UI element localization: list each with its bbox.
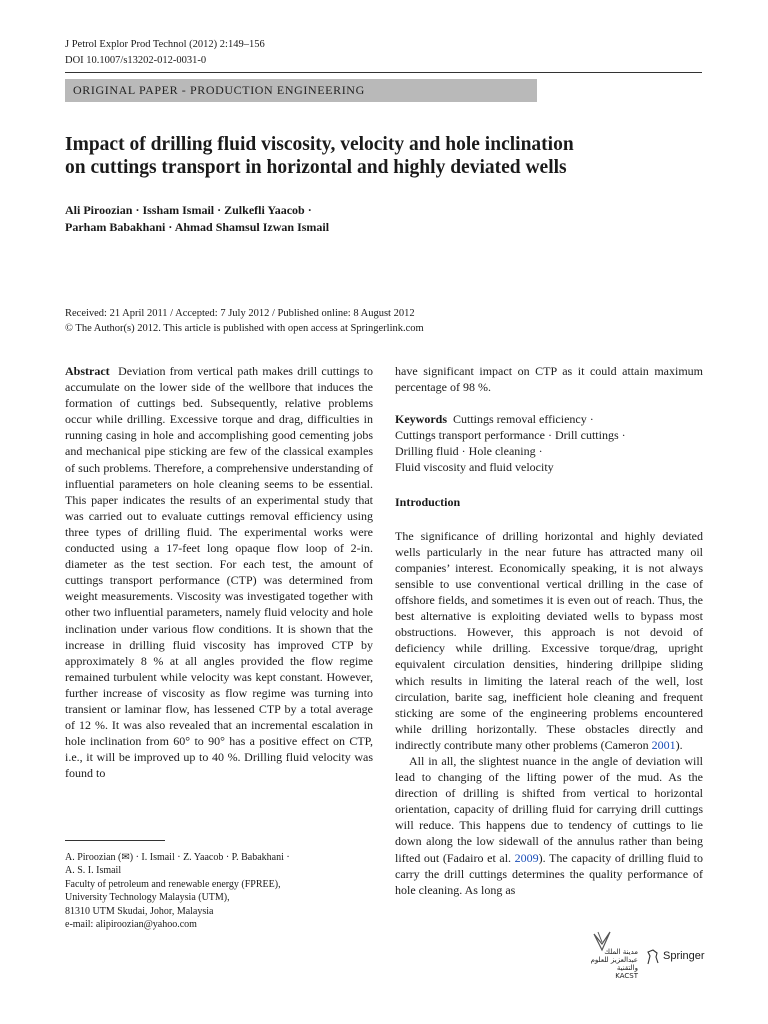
footnote-rule [65, 840, 165, 841]
author-affiliation [65, 851, 373, 931]
doi[interactable]: DOI 10.1007/s13202-012-0031-0 [65, 55, 207, 66]
journal-meta [65, 37, 265, 69]
section-heading-introduction: Introduction [395, 494, 461, 509]
authors-line: Parham Babakhani · Ahmad Shamsul Izwan Ismail [65, 220, 330, 234]
author-email[interactable]: e-mail: alipiroozian@yahoo.com [65, 919, 197, 931]
keyword-line: Cuttings removal efficiency · [453, 412, 594, 427]
keyword-line: Drilling fluid · Hole cleaning · [395, 444, 543, 459]
footnote-line: A. S. I. Ismail [65, 865, 122, 877]
citation-link[interactable]: 2009 [514, 850, 539, 865]
left-column [65, 363, 373, 781]
keywords-block [395, 411, 703, 475]
keyword-line: Fluid viscosity and fluid velocity [395, 460, 554, 475]
intro-p2-end: ). The capacity of drilling fluid to carry the drill cuttings determines the quality performance of hole cleaning. As long as [395, 850, 704, 897]
title-line: Impact of drilling fluid viscosity, velocity and hole inclination [65, 134, 574, 155]
journal-citation: J Petrol Explor Prod Technol (2012) 2:149–156 [65, 39, 265, 50]
article-category: ORIGINAL PAPER - PRODUCTION ENGINEERING [65, 79, 537, 102]
intro-p1-text: The significance of drilling horizontal and highly deviated wells particularly in the near future has attracted many oil companies’ interest. Economically speaking, it is not always sensible to use conventional vertical drilling in the case of offshore fields, and sometimes it is even out of reach. Thus, the best alternative is exploiting deviated wells to bypass most obstructions. However, this approach is not devoid of deficiency while drilling. Excessive torque/drag, upright equivalent circulation densities, hindering drillpipe sliding which results in limiting the lateral reach of the well, lost circulation, barite sag, inefficient hole cleaning and frequent sticking are some of the engineering problems encountered while drilling horizontally. These obstacles directly and indirectly contribute many other problems (Cameron [395, 528, 703, 752]
springer-name: Springer [663, 950, 705, 962]
footnote-line: Faculty of petroleum and renewable energy (FPREE), [65, 878, 281, 890]
footnote-line: A. Piroozian (✉) · I. Ismail · Z. Yaacob · P. Babakhani · [65, 852, 290, 863]
abstract-continuation: have significant impact on CTP as it could attain maximum percentage of 98 %. [395, 364, 703, 395]
keyword-line: Cuttings transport performance · Drill cuttings · [395, 428, 626, 443]
abstract-label: Abstract [65, 364, 110, 378]
footnote-line: 81310 UTM Skudai, Johor, Malaysia [65, 905, 214, 917]
springer-horse-icon [645, 948, 661, 966]
publisher-logos [586, 930, 705, 980]
intro-paragraph-2 [395, 753, 703, 898]
history-dates: Received: 21 April 2011 / Accepted: 7 July 2012 / Published online: 8 August 2012 [65, 308, 415, 319]
intro-p1-end: ). [675, 737, 683, 752]
paper-title [65, 133, 705, 179]
article-history [65, 306, 705, 336]
header-rule [65, 72, 702, 73]
title-line: on cuttings transport in horizontal and highly deviated wells [65, 157, 567, 178]
abstract-text: Deviation from vertical path makes drill cuttings to accumulate on the lower side of the wellbore that induces the formation of cuttings bed. Subsequently, relative problems occur while drilling. Excessive torque and drag, difficulties in running casing in hole and accomplishing good cementing jobs and mechanical pipe sticking are few of the classical examples of such problems. Therefore, a comprehensive understanding of influential parameters on hole cleaning seems to be essential. This paper indicates the results of an experimental study that was carried out to evaluate cuttings removal efficiency using three types of drilling fluid. The experimental works were conducted using a 17-feet long opaque flow loop of 2-in. diameter as the test section. For each test, the amount of cuttings transport performance (CTP) was determined from weight measurements. Viscosity was investigated together with other two influential parameters, namely fluid velocity and hole inclination under various flow conditions. It is shown that the increase in drilling fluid viscosity has improved CTP by approximately 8 % at all angles provided the flow regime remained turbulent while velocity was kept constant. However, further increase of viscosity as flow regime was turning into transient or laminar flow, has lessened CTP by a total average of 12 %. It was also revealed that an incremental escalation in hole inclination from 60° to 90° has a positive effect on CTP, i.e., it will be improved up to 40 %. Drilling fluid velocity was found to [65, 364, 373, 781]
authors-line: Ali Piroozian · Issham Ismail · Zulkefli Yaacob · [65, 203, 312, 217]
kacst-arabic: مدينة الملك عبدالعزيز للعلوم والتقنية [590, 948, 638, 972]
abstract [65, 363, 373, 781]
kacst-name [586, 948, 638, 980]
intro-p2-text: All in all, the slightest nuance in the angle of deviation will lead to changing of the lifting power of the mud. As the direction of drilling is shifted from vertical to horizontal orientation, capacity of drilling fluid for carrying drill cuttings will reduce. This happens due to tendency of cuttings to lie down along the low sidewall of the annulus rather than being lifted out (Fadairo et al. [395, 753, 703, 865]
right-column [395, 363, 703, 898]
footnote-line: University Technology Malaysia (UTM), [65, 892, 230, 904]
author-list [65, 202, 705, 236]
copyright-notice: © The Author(s) 2012. This article is published with open access at Springerlink.com [65, 323, 424, 334]
citation-link[interactable]: 2001 [651, 737, 676, 752]
kacst-abbrev: KACST [615, 972, 638, 980]
intro-paragraph-1 [395, 528, 703, 753]
keywords-label: Keywords [395, 412, 447, 427]
